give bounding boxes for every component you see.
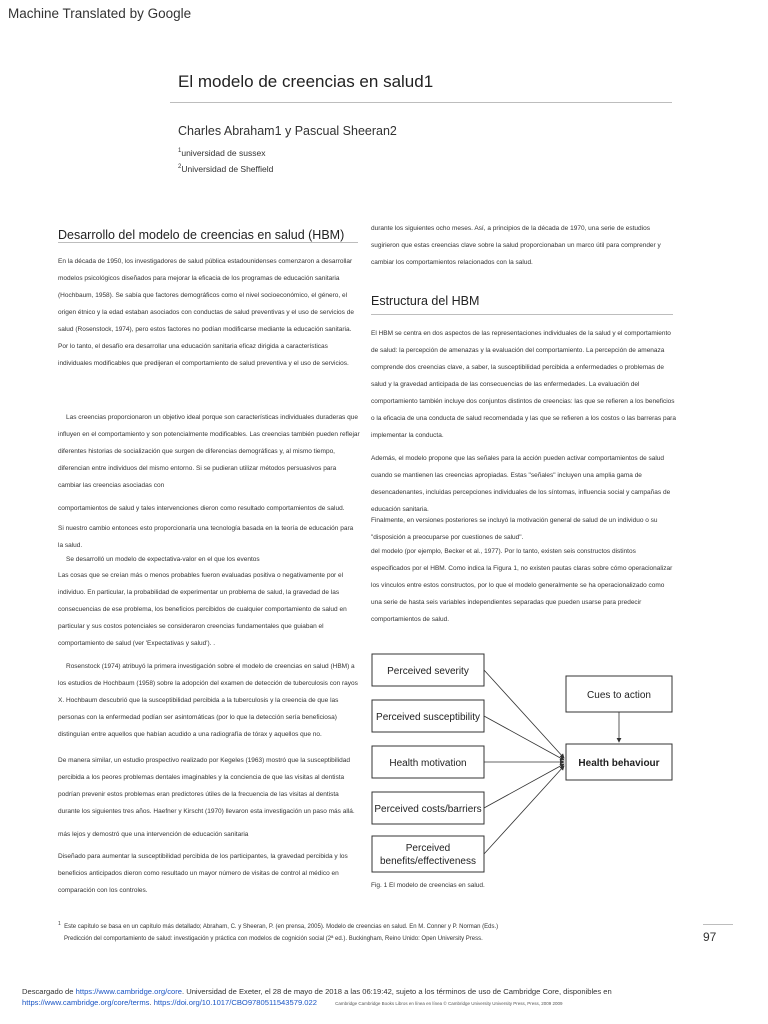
- right-paragraph-5: del modelo (por ejemplo, Becker et al., 1977). Por lo tanto, existen seis constructos distintos especificados por el HBM. Como indica la Figura 1, no existen pautas claras sobre cómo operacionalizar los vínculos entre estos constructos, por lo que el modelo generalmente se ha operacionalizado como una serie de hasta seis variables independientes separadas que pueden usarse para predecir comportamientos de salud.: [371, 548, 673, 623]
- svg-text:Perceived: Perceived: [405, 843, 451, 854]
- right-paragraph-4: Finalmente, en versiones posteriores se incluyó la motivación general de salud de un individuo o su "disposición a preocuparse por cuestiones de salud".: [371, 517, 658, 541]
- svg-text:Perceived severity: Perceived severity: [387, 666, 469, 677]
- svg-text:benefits/effectiveness: benefits/effectiveness: [380, 856, 476, 867]
- affiliation-1: $^1$universidad de sussex: [178, 148, 266, 158]
- right-paragraph-1: durante los siguientes ocho meses. Así, a principios de la década de 1970, una serie de estudios sugirieron que estas creencias clave sobre la salud proporcionaban un marco útil para comprender y cambiar los comportamientos relacionados con la salud.: [371, 225, 661, 266]
- left-paragraph-3: comportamientos de salud y tales intervenciones dieron como resultado comportamientos de salud.: [58, 505, 345, 512]
- hbm-diagram: [368, 648, 678, 876]
- left-paragraph-5a: Se desarrolló un modelo de expectativa-valor en el que los eventos: [66, 556, 260, 563]
- left-paragraph-5b: Las cosas que se creían más o menos probables fueron evaluadas positiva o negativamente por el individuo. En particular, la probabilidad de experimentar un problema de salud, la gravedad de las consecuencias de ese problema, los beneficios percibidos de cualquier comportamiento de salud en particular y sus costos potenciales se consideraron creencias fundamentales que guiaban el comportamiento de salud (ver 'Expectativas y salud'). .: [58, 572, 347, 647]
- section-divider-right: [371, 314, 673, 315]
- doi-link[interactable]: https://doi.org/10.1017/CBO9780511543579.022: [153, 998, 317, 1007]
- right-paragraph-3: Además, el modelo propone que las señales para la acción pueden activar comportamientos de salud cuando se mantienen las creencias apropiadas. Estas "señales" incluyen una amplia gama de desencadenantes, incluidas percepciones individuales de los síntomas, influencia social y campañas de educación sanitaria.: [371, 455, 671, 513]
- copyright-notice: Cambridge Cambridge Books Libros en línea en línea © Cambridge University University Press, Press, 2009 2009: [335, 1001, 563, 1006]
- title-divider: [170, 102, 672, 103]
- download-notice: Descargado de https://www.cambridge.org/core. Universidad de Exeter, el 28 de mayo de 2018 a las 06:19:42, sujeto a los términos de uso de Cambridge Core, disponibles en https://www.cambridge.org/core/terms. https://doi.org/10.1017/CBO9780511543579.022 Cambridge Cambridge Books Libros en línea en línea © Cambridge University University Press, Press, 2009 2009: [22, 987, 612, 1007]
- authors: Charles Abraham1 y Pascual Sheeran2: [178, 124, 397, 138]
- diagram-box-susceptibility: [372, 700, 484, 732]
- section-title-structure: Estructura del HBM: [371, 294, 480, 308]
- left-paragraph-2: Las creencias proporcionaron un objetivo ideal porque son características individuales duraderas que influyen en el comportamiento y son potencialmente modificables. Las creencias también pueden reflejar diferentes historias de socialización que surgen de diferencias demográficas y, al mismo tiempo, diferencian entre individuos del mismo entorno. Si se pudieran utilizar métodos persuasivos para cambiar las creencias asociadas con: [58, 414, 360, 489]
- svg-text:Perceived costs/barriers: Perceived costs/barriers: [374, 804, 482, 815]
- svg-text:Perceived susceptibility: Perceived susceptibility: [376, 712, 480, 723]
- section-divider-left: [58, 242, 358, 243]
- machine-translated-banner: Machine Translated by Google: [8, 6, 192, 21]
- footnote-divider-right: [703, 924, 733, 925]
- affiliation-2: $^2$Universidad de Sheffield: [178, 164, 274, 174]
- diagram-box-outcome: [566, 744, 672, 780]
- svg-text:Health motivation: Health motivation: [389, 758, 467, 769]
- diagram-box-costs: [372, 792, 484, 824]
- figure-caption: Fig. 1 El modelo de creencias en salud.: [371, 882, 485, 889]
- svg-text:Cues to action: Cues to action: [587, 690, 651, 701]
- diagram-box-motivation: [372, 746, 484, 778]
- page-title: El modelo de creencias en salud1: [178, 72, 434, 91]
- left-paragraph-4: Si nuestro cambio entonces esto proporcionaría una tecnología basada en la teoría de educación para la salud.: [58, 525, 354, 549]
- left-paragraph-6: Rosenstock (1974) atribuyó la primera investigación sobre el modelo de creencias en salud (HBM) a los estudios de Hochbaum (1958) sobre la adopción del examen de detección de tuberculosis con rayos X. Hochbaum descubrió que la susceptibilidad percibida a la tuberculosis y la creencia de que las personas con la enfermedad podían ser asintomáticas (por lo que la detección sería beneficiosa) distinguían entre aquellos que habían acudido a una radiografía de tórax y aquellos que no.: [58, 663, 358, 738]
- diagram-box-benefits: [372, 836, 484, 872]
- cambridge-core-link[interactable]: https://www.cambridge.org/core: [75, 987, 182, 996]
- diagram-box-cues: [566, 676, 672, 712]
- right-paragraph-2: El HBM se centra en dos aspectos de las representaciones individuales de la salud y el comportamiento de salud: la percepción de amenazas y la evaluación del comportamiento. La percepción de amenaza comprende dos creencias clave, a saber, la susceptibilidad percibida a enfermedades o problemas de salud y la gravedad anticipada de las consecuencias de las enfermedades. La evaluación del comportamiento también incluye dos conjuntos distintos de creencias: las que se refieren a los beneficios o la eficacia de una conducta de salud recomendada y las que se refieren a los costos o las barreras para implementar la conducta.: [371, 330, 676, 439]
- left-paragraph-8: más lejos y demostró que una intervención de educación sanitaria: [58, 831, 249, 838]
- left-paragraph-9: Diseñado para aumentar la susceptibilidad percibida de los participantes, la gravedad percibida y los beneficios anticipados dieron como resultado un mayor número de visitas de control al médico en comparación con los controles.: [58, 853, 348, 894]
- diagram-box-severity: [372, 654, 484, 686]
- svg-text:Health behaviour: Health behaviour: [578, 758, 660, 769]
- left-paragraph-1: En la década de 1950, los investigadores de salud pública estadounidenses comenzaron a desarrollar modelos psicológicos diseñados para mejorar la eficacia de los programas de educación sanitaria (Hochbaum, 1958). Se sabía que factores demográficos como el nivel socioeconómico, el género, el origen étnico y la edad estaban asociados con conductas de salud preventivas y el uso de servicios de salud (Rosenstock, 1974), pero estos factores no podían modificarse mediante la educación sanitaria. Por lo tanto, el desafío era desarrollar una educación sanitaria eficaz dirigida a características individuales modificables que predijeran el comportamiento de salud preventiva y el uso de servicios.: [58, 258, 354, 367]
- left-paragraph-7: De manera similar, un estudio prospectivo realizado por Kegeles (1963) mostró que la susceptibilidad percibida a los peores problemas dentales imaginables y la conciencia de que las visitas al dentista podrían prevenir estos problemas eran predictores útiles de la frecuencia de las visitas al dentista durante los siguientes tres años. Haefner y Kirscht (1970) llevaron esta investigación un paso más allá.: [58, 757, 355, 815]
- page-number: 97: [703, 930, 717, 944]
- section-title-development: Desarrollo del modelo de creencias en salud (HBM): [58, 228, 345, 242]
- footnote: $^1$ Este capítulo se basa en un capítulo más detallado; Abraham, C. y Sheeran, P. (en prensa, 2005). Modelo de creencias en salud. En M. Conner y P. Norman (Eds.) Predicción del comportamiento de salud: investigación y práctica con modelos de cognición social (2ª ed.). Buckingham, Reino Unido: Open University Press.: [58, 921, 499, 942]
- terms-link[interactable]: https://www.cambridge.org/core/terms: [22, 998, 150, 1007]
